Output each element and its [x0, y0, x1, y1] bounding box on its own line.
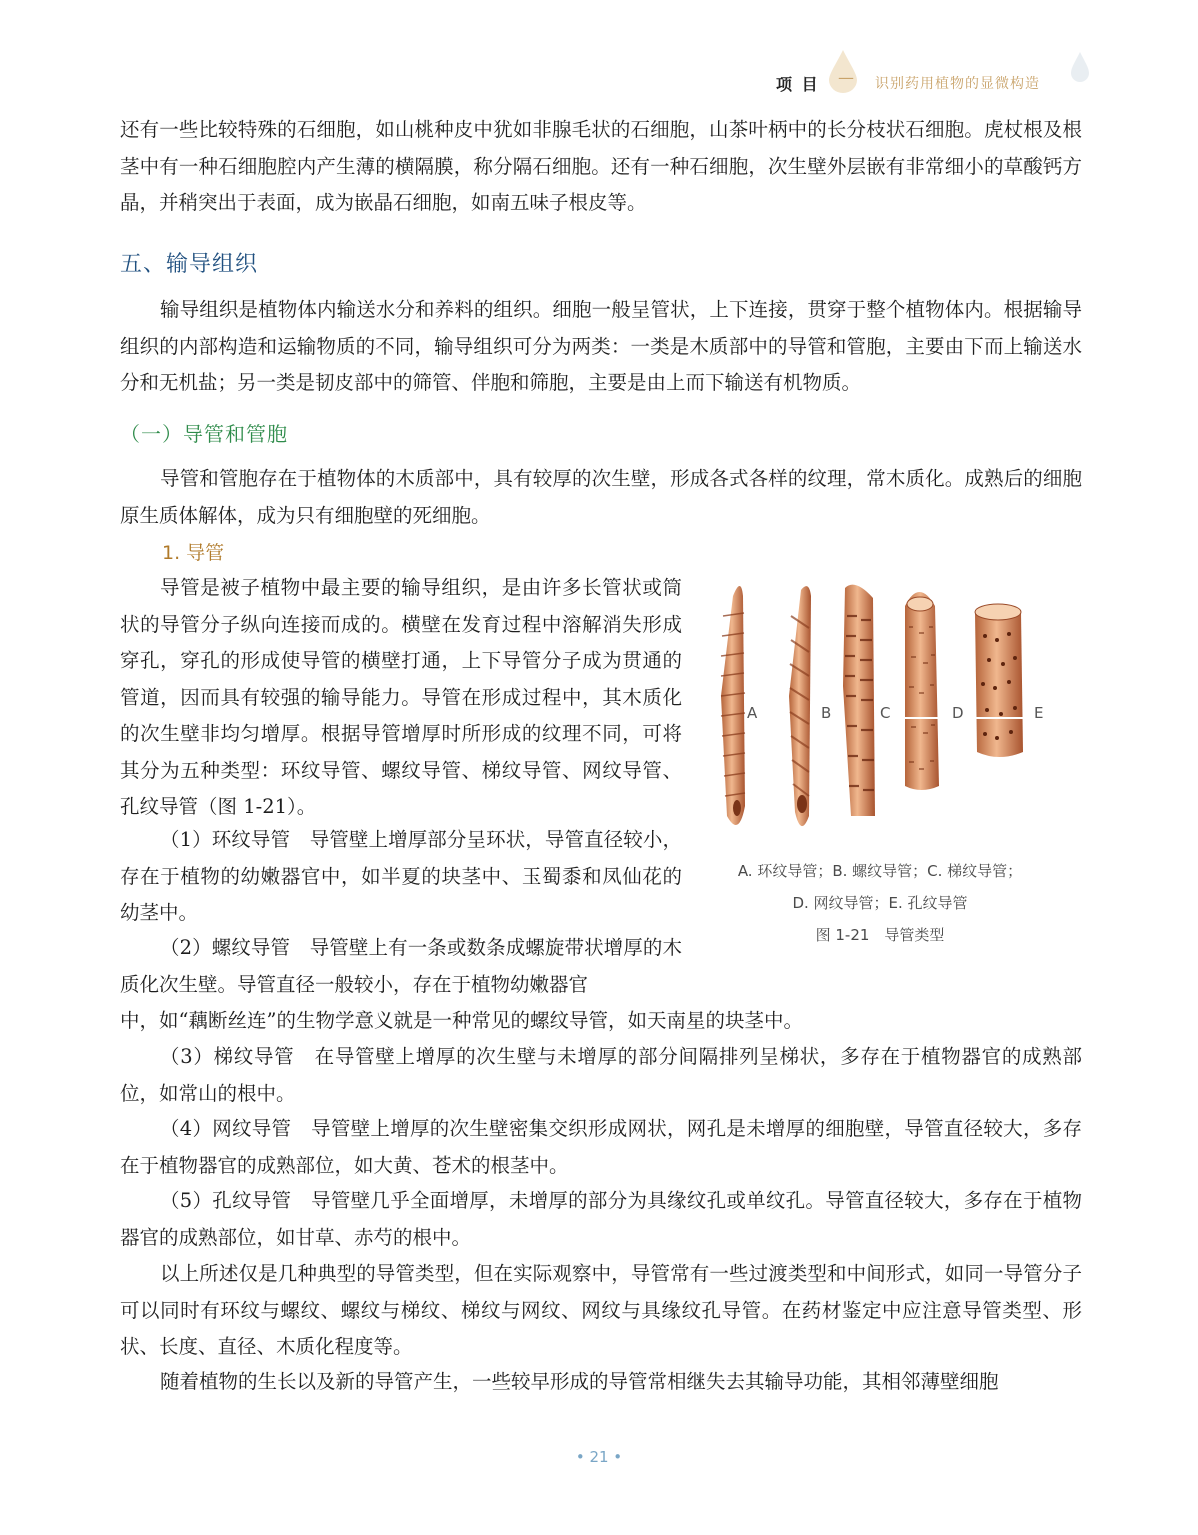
- vessel-a-annular: [721, 586, 745, 825]
- paragraph-pitted-vessel: （5）孔纹导管 导管壁几乎全面增厚，未增厚的部分为具缘纹孔或单纹孔。导管直径较大，多存在于植物器官的成熟部位，如甘草、赤芍的根中。: [120, 1189, 1082, 1249]
- paragraph-annular-vessel: （1）环纹导管 导管壁上增厚部分呈环状，导管直径较小，存在于植物的幼嫩器官中，如半夏的块茎中、玉蜀黍和凤仙花的幼茎中。: [120, 828, 682, 924]
- figure-label-e: E: [1034, 704, 1044, 722]
- subsection-heading-vessels-tracheids: （一）导管和管胞: [120, 422, 288, 446]
- figure-label-b: B: [821, 704, 832, 722]
- running-header: [0, 62, 1198, 102]
- item-heading-vessel: 1. 导管: [162, 542, 225, 564]
- vessel-e-pitted: [973, 604, 1025, 757]
- figure-label-a: A: [747, 704, 758, 722]
- paragraph-stone-cells: 还有一些比较特殊的石细胞，如山桃种皮中犹如非腺毛状的石细胞，山茶叶柄中的长分枝状石细胞。虎杖根及根茎中有一种石细胞腔内产生薄的横隔膜，称分隔石细胞。还有一种石细胞，次生壁外层嵌有非常细小的草酸钙方晶，并稍突出于表面，成为嵌晶石细胞，如南五味子根皮等。: [120, 118, 1082, 214]
- figure-caption-line1: A. 环纹导管；B. 螺纹导管；C. 梯纹导管；: [737, 862, 1023, 880]
- figure-label-d: D: [952, 704, 964, 722]
- paragraph-vessels-tracheids: 导管和管胞存在于植物体的木质部中，具有较厚的次生壁，形成各式各样的纹理，常木质化。成熟后的细胞原生质体解体，成为只有细胞壁的死细胞。: [120, 467, 1082, 527]
- paragraph-spiral-vessel-a: （2）螺纹导管 导管壁上有一条或数条成螺旋带状增厚的木质化次生壁。导管直径一般较小，存在于植物幼嫩器官: [120, 936, 682, 996]
- chapter-title: 识别药用植物的显微构造: [875, 76, 1040, 92]
- paragraph-spiral-vessel-b: 中，如“藕断丝连”的生物学意义就是一种常见的螺纹导管，如天南星的块茎中。: [120, 1009, 803, 1032]
- vessel-d-reticulate: [903, 592, 941, 790]
- figure-caption-line2: D. 网纹导管；E. 孔纹导管: [792, 894, 968, 912]
- figure-label-c: C: [880, 704, 891, 722]
- paragraph-conducting-intro: 输导组织是植物体内输送水分和养料的组织。细胞一般呈管状，上下连接，贯穿于整个植物体内。根据输导组织的内部构造和运输物质的不同，输导组织可分为两类：一类是木质部中的导管和管胞，主要由下而上输送水分和无机盐；另一类是韧皮部中的筛管、伴胞和筛胞，主要是由上而下输送有机物质。: [120, 298, 1082, 394]
- section-heading-conducting-tissue: 五、输导组织: [120, 252, 259, 277]
- paragraph-vessel-loss: 随着植物的生长以及新的导管产生，一些较早形成的导管常相继失去其输导功能，其相邻薄壁细胞: [160, 1370, 999, 1393]
- figure-vessel-types: [705, 576, 1075, 956]
- figure-caption-title: 图 1-21 导管类型: [815, 926, 945, 944]
- project-label: 项 目: [776, 75, 820, 94]
- vessel-c-scalariform: [843, 585, 875, 816]
- paragraph-reticulate-vessel: （4）网纹导管 导管壁上增厚的次生壁密集交织形成网状，网孔是未增厚的细胞壁，导管直径较大，多存在于植物器官的成熟部位，如大黄、苍术的根茎中。: [120, 1117, 1082, 1177]
- paragraph-vessel-definition: 导管是被子植物中最主要的输导组织，是由许多长管状或筒状的导管分子纵向连接而成的。横壁在发育过程中溶解消失形成穿孔，穿孔的形成使导管的横壁打通，上下导管分子成为贯通的管道，因而具有较强的输导能力。导管在形成过程中，其木质化的次生壁非均匀增厚。根据导管增厚时所形成的纹理不同，可将其分为五种类型：环纹导管、螺纹导管、梯纹导管、网纹导管、孔纹导管（图 1-21）。: [120, 576, 682, 818]
- droplet-icon-small: [1070, 50, 1090, 84]
- vessel-b-spiral: [789, 586, 811, 826]
- paragraph-transitional-types: 以上所述仅是几种典型的导管类型，但在实际观察中，导管常有一些过渡类型和中间形式，如同一导管分子可以同时有环纹与螺纹、螺纹与梯纹、梯纹与网纹、网纹与具缘纹孔导管。在药材鉴定中应注意导管类型、形状、长度、直径、木质化程度等。: [120, 1262, 1082, 1358]
- page-number: • 21 •: [575, 1448, 623, 1466]
- paragraph-scalariform-vessel: （3）梯纹导管 在导管壁上增厚的次生壁与未增厚的部分间隔排列呈梯状，多存在于植物器官的成熟部位，如常山的根中。: [120, 1045, 1082, 1105]
- header-dash: —: [838, 68, 854, 87]
